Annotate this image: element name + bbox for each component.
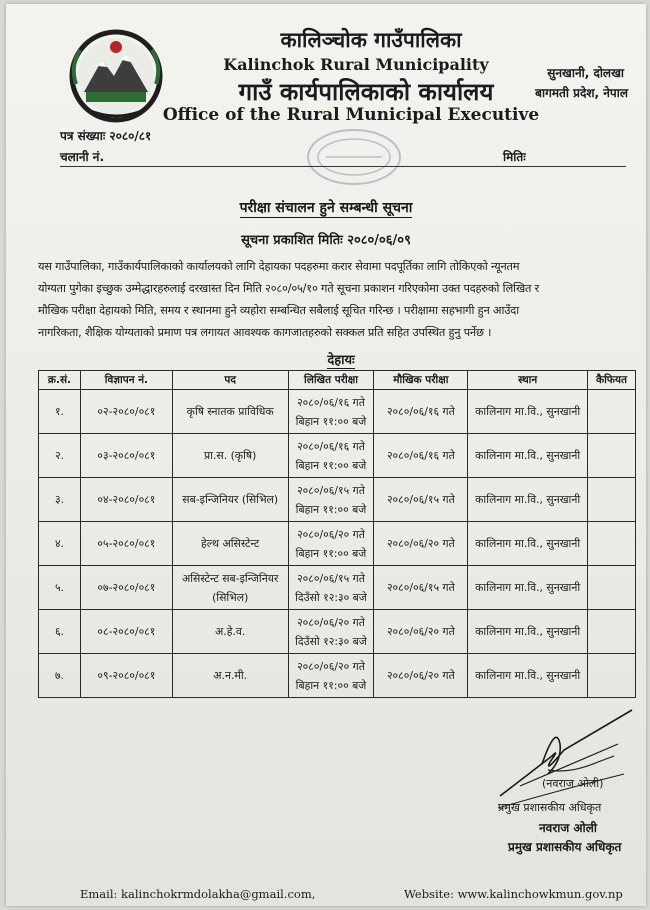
cell-post bbox=[172, 434, 288, 478]
cell-serial: ७. bbox=[39, 654, 81, 698]
written-date: २०८०/०६/१६ गते bbox=[297, 395, 365, 409]
office-name-english: Office of the Rural Municipal Executive bbox=[162, 105, 540, 125]
written-time: दिउँसो १२:३० बजे bbox=[295, 634, 367, 648]
cell-post bbox=[172, 610, 288, 654]
cell-remarks bbox=[588, 390, 636, 434]
cell-post bbox=[172, 654, 288, 698]
cell-serial: २. bbox=[39, 434, 81, 478]
notice-body-line: नागरिकता, शैक्षिक योग्यताको प्रमाण पत्र लगायत आवश्यक कागजातहरुको सक्कल प्रति सहित उपस्थित हुनु पर्नेछ । bbox=[38, 326, 492, 339]
date-label: मितिः bbox=[503, 150, 526, 164]
cell-post bbox=[172, 390, 288, 434]
cell-advertisement: ०२-२०८०/०८१ bbox=[80, 390, 172, 434]
post-line: अ.हे.व. bbox=[215, 625, 246, 638]
exam-schedule-table bbox=[38, 370, 636, 698]
cell-advertisement: ०९-२०८०/०८१ bbox=[80, 654, 172, 698]
table-row bbox=[39, 522, 636, 566]
post-line: सब-इन्जिनियर (सिभिल) bbox=[182, 493, 279, 506]
cell-advertisement: ०८-२०८०/०८१ bbox=[80, 610, 172, 654]
cell-post bbox=[172, 478, 288, 522]
notice-body-line: यस गाउँपालिका, गाउँकार्यपालिकाको कार्यालयको लागि देहायका पदहरुमा करार सेवामा पदपूर्तिका लागि तोकिएको न्यूनतम bbox=[38, 260, 520, 273]
post-line-2: (सिभिल) bbox=[212, 590, 249, 604]
notice-body-line: योग्यता पुगेका इच्छुक उम्मेद्धारहरुलाई दरखास्त दिन मिति २०८०/०५/१० गते सूचना प्रकाशन गरिएकोमा उक्त पदहरुको लिखित र bbox=[38, 282, 540, 295]
handwritten-signature bbox=[490, 704, 640, 814]
footer-website: Website: www.kalinchowkmun.gov.np bbox=[404, 887, 623, 901]
cell-oral-exam: २०८०/०६/१५ गते bbox=[374, 566, 468, 610]
post-line: हेल्थ असिस्टेन्ट bbox=[201, 537, 260, 550]
cell-written-exam bbox=[288, 390, 374, 434]
table-row bbox=[39, 654, 636, 698]
cell-serial: ५. bbox=[39, 566, 81, 610]
cell-venue: कालिनाग मा.वि., सुनखानी bbox=[468, 522, 588, 566]
cell-remarks bbox=[588, 522, 636, 566]
written-date: २०८०/०६/२० गते bbox=[297, 659, 365, 673]
office-stamp-seal bbox=[304, 126, 404, 188]
signatory-name: नवराज ओली bbox=[539, 821, 597, 835]
municipality-name-english: Kalinchok Rural Municipality bbox=[223, 55, 489, 74]
written-time: बिहान ११:०० बजे bbox=[295, 678, 367, 692]
table-row bbox=[39, 566, 636, 610]
column-header-post: पद bbox=[172, 371, 288, 390]
cell-post bbox=[172, 566, 288, 610]
written-time: बिहान ११:०० बजे bbox=[295, 502, 367, 516]
cell-remarks bbox=[588, 654, 636, 698]
post-line: कृषि स्नातक प्राविधिक bbox=[186, 405, 274, 418]
cell-advertisement: ०४-२०८०/०८१ bbox=[80, 478, 172, 522]
written-date: २०८०/०६/१५ गते bbox=[297, 483, 365, 497]
cell-written-exam bbox=[288, 610, 374, 654]
schedule-heading: देहायः bbox=[327, 353, 355, 368]
notice-title: परीक्षा संचालन हुने सम्बन्धी सूचना bbox=[239, 200, 413, 216]
written-date: २०८०/०६/१५ गते bbox=[297, 571, 365, 585]
cell-serial: ३. bbox=[39, 478, 81, 522]
dispatch-number-label: चलानी नं. bbox=[60, 150, 105, 164]
cell-written-exam bbox=[288, 566, 374, 610]
cell-serial: १. bbox=[39, 390, 81, 434]
cell-advertisement: ०५-२०८०/०८१ bbox=[80, 522, 172, 566]
written-time: बिहान ११:०० बजे bbox=[295, 414, 367, 428]
cell-written-exam bbox=[288, 654, 374, 698]
address-line-1: सुनखानी, दोलखा bbox=[547, 66, 624, 80]
letter-page bbox=[6, 4, 646, 906]
cell-serial: ६. bbox=[39, 610, 81, 654]
table-row bbox=[39, 478, 636, 522]
office-name-nepali: गाउँ कार्यपालिकाको कार्यालय bbox=[238, 78, 494, 106]
cell-serial: ४. bbox=[39, 522, 81, 566]
table-row bbox=[39, 390, 636, 434]
cell-oral-exam: २०८०/०६/१६ गते bbox=[374, 434, 468, 478]
column-header-oral-exam: मौखिक परीक्षा bbox=[374, 371, 468, 390]
cell-remarks bbox=[588, 566, 636, 610]
cell-remarks bbox=[588, 478, 636, 522]
cell-oral-exam: २०८०/०६/२० गते bbox=[374, 522, 468, 566]
written-time: दिउँसो १२:३० बजे bbox=[295, 590, 367, 604]
cell-venue: कालिनाग मा.वि., सुनखानी bbox=[468, 610, 588, 654]
municipality-name-nepali: कालिञ्चोक गाउँपालिका bbox=[280, 28, 462, 52]
cell-venue: कालिनाग मा.वि., सुनखानी bbox=[468, 654, 588, 698]
post-line: अ.न.मी. bbox=[213, 669, 248, 682]
cell-remarks bbox=[588, 610, 636, 654]
cell-remarks bbox=[588, 434, 636, 478]
signatory-title-handwritten: प्रमुख प्रशासकीय अधिकृत bbox=[498, 801, 602, 814]
cell-written-exam bbox=[288, 434, 374, 478]
written-date: २०८०/०६/१६ गते bbox=[297, 439, 365, 453]
cell-written-exam bbox=[288, 522, 374, 566]
table-row bbox=[39, 610, 636, 654]
column-header-venue: स्थान bbox=[468, 371, 588, 390]
cell-oral-exam: २०८०/०६/१५ गते bbox=[374, 478, 468, 522]
cell-venue: कालिनाग मा.वि., सुनखानी bbox=[468, 390, 588, 434]
cell-venue: कालिनाग मा.वि., सुनखानी bbox=[468, 566, 588, 610]
column-header-written-exam: लिखित परीक्षा bbox=[288, 371, 374, 390]
signatory-title: प्रमुख प्रशासकीय अधिकृत bbox=[508, 840, 622, 854]
written-time: बिहान ११:०० बजे bbox=[295, 546, 367, 560]
notice-body bbox=[38, 256, 632, 344]
cell-advertisement: ०३-२०८०/०८१ bbox=[80, 434, 172, 478]
cell-written-exam bbox=[288, 478, 374, 522]
cell-oral-exam: २०८०/०६/२० गते bbox=[374, 654, 468, 698]
notice-body-line: मौखिक परीक्षा देहायको मिति, समय र स्थानमा हुने व्यहोरा सम्बन्धित सबैलाई सूचित गरिन्छ । परीक्षामा सहभागी हुन आउँदा bbox=[38, 304, 519, 317]
notice-published-date: सूचना प्रकाशित मितिः २०८०/०६/०९ bbox=[241, 233, 411, 248]
cell-venue: कालिनाग मा.वि., सुनखानी bbox=[468, 434, 588, 478]
letter-reference-number: पत्र संख्याः २०८०/८१ bbox=[60, 129, 152, 143]
written-date: २०८०/०६/२० गते bbox=[297, 615, 365, 629]
table-header-row bbox=[39, 371, 636, 390]
column-header-advertisement: विज्ञापन नं. bbox=[80, 371, 172, 390]
column-header-serial: क्र.सं. bbox=[39, 371, 81, 390]
cell-oral-exam: २०८०/०६/१६ गते bbox=[374, 390, 468, 434]
column-header-remarks: कैफियत bbox=[588, 371, 636, 390]
cell-venue: कालिनाग मा.वि., सुनखानी bbox=[468, 478, 588, 522]
post-line: असिस्टेन्ट सब-इन्जिनियर bbox=[181, 571, 279, 585]
footer-email: Email: kalinchokrmdolakha@gmail.com, bbox=[80, 887, 316, 901]
cell-advertisement: ०७-२०८०/०८१ bbox=[80, 566, 172, 610]
cell-post bbox=[172, 522, 288, 566]
address-line-2: बागमती प्रदेश, नेपाल bbox=[535, 86, 628, 100]
written-date: २०८०/०६/२० गते bbox=[297, 527, 365, 541]
cell-oral-exam: २०८०/०६/२० गते bbox=[374, 610, 468, 654]
post-line: प्रा.स. (कृषि) bbox=[204, 449, 257, 462]
written-time: बिहान ११:०० बजे bbox=[295, 458, 367, 472]
table-row bbox=[39, 434, 636, 478]
signatory-name-handwritten: (नवराज ओली) bbox=[542, 777, 604, 790]
